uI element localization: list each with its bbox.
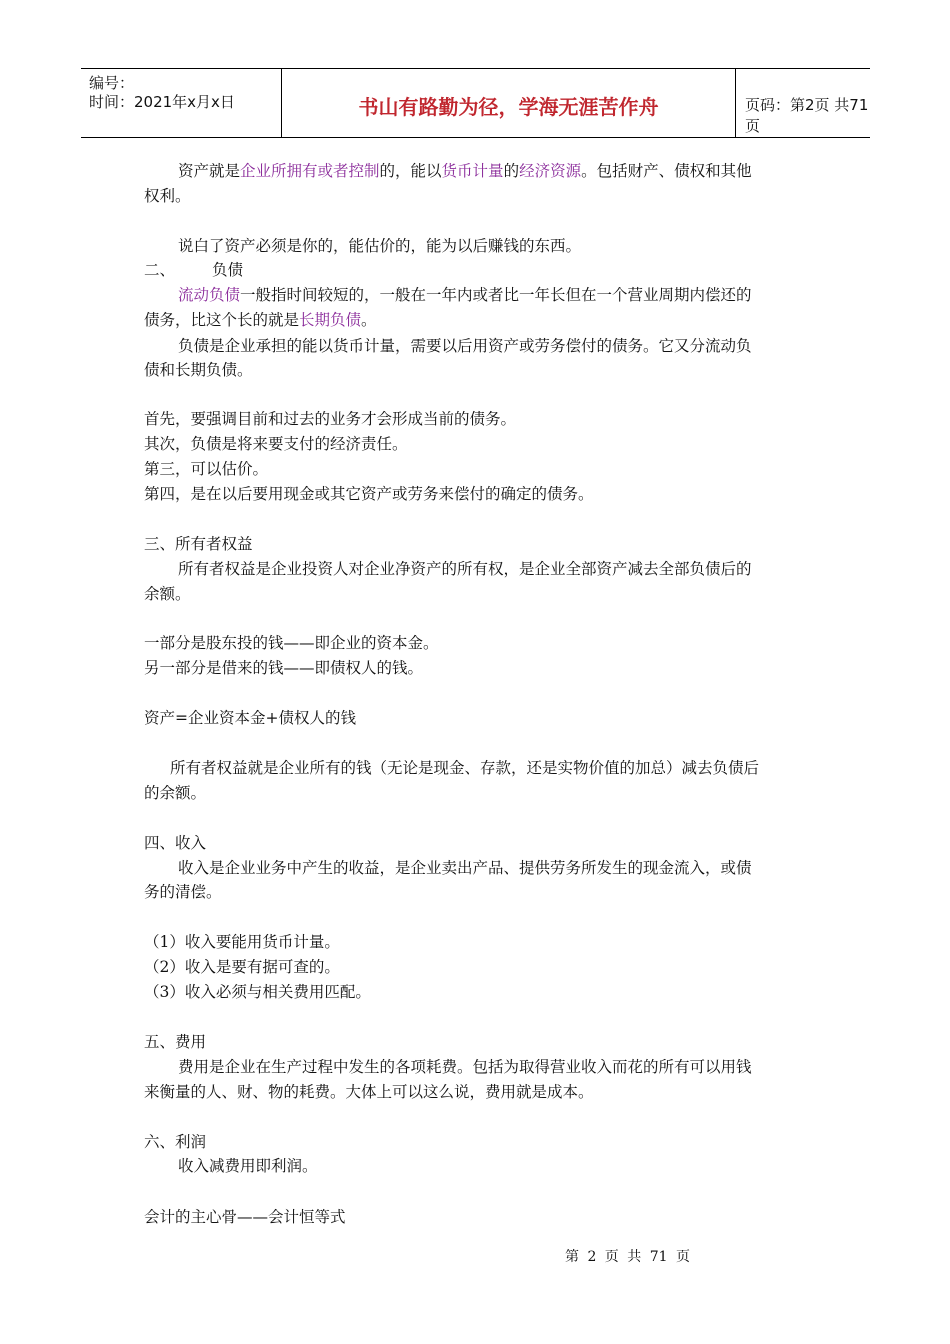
text-span: 的，能以: [379, 162, 442, 180]
motto: 书山有路勤为径，学海无涯苦作舟: [358, 95, 659, 119]
income-point: （2）收入是要有据可查的。: [144, 958, 340, 976]
closing-heading: 会计的主心骨——会计恒等式: [144, 1208, 346, 1226]
liability-point: 首先，要强调目前和过去的业务才会形成当前的债务。: [144, 410, 517, 428]
liability-definition-line-1: [178, 284, 752, 306]
number-label: 编号：: [89, 74, 135, 92]
liability-point: 第四，是在以后要用现金或其它资产或劳务来偿付的确定的债务。: [144, 485, 594, 503]
assets-definition-line-1: [178, 160, 752, 182]
income-point: （1）收入要能用货币计量。: [144, 933, 340, 951]
equity-definition-line-1: 所有者权益是企业投资人对企业净资产的所有权，是企业全部资产减去全部负债后的: [178, 560, 752, 578]
liability-paragraph-line-1: 负债是企业承担的能以货币计量，需要以后用资产或劳务偿付的债务。它又分流动负: [178, 337, 752, 355]
assets-definition-line-2: 权利。: [144, 187, 191, 205]
income-definition-line-2: 务的清偿。: [144, 883, 222, 901]
document-header: [81, 68, 870, 138]
equity-plain-line-2: 的余额。: [144, 784, 207, 802]
equity-plain-line-1: 所有者权益就是企业所有的钱（无论是现金、存款，还是实物价值的加总）减去负债后: [170, 759, 760, 777]
text-span: 一般指时间较短的，一般在一年内或者比一年长但在一个营业周期内偿还的: [240, 286, 752, 304]
text-span: 债务，比这个长的就是: [144, 311, 300, 329]
text-span: 的: [503, 162, 520, 180]
section-2-title: 负债: [212, 261, 244, 279]
header-motto-cell: [281, 69, 736, 137]
highlight-term: 企业所拥有或者控制: [240, 162, 380, 180]
liability-point: 第三，可以估价。: [144, 460, 269, 478]
page-info: 页码：第2页 共71页: [745, 96, 869, 135]
section-6-title: 六、利润: [144, 1133, 207, 1151]
expense-definition-line-2: 来衡量的人、财、物的耗费。大体上可以这么说，费用就是成本。: [144, 1083, 594, 1101]
header-left-cell: [81, 69, 281, 137]
text-span: 。包括财产、债权和其他: [581, 162, 752, 180]
text-span: 资产就是: [178, 162, 241, 180]
expense-definition-line-1: 费用是企业在生产过程中发生的各项耗费。包括为取得营业收入而花的所有可以用钱: [178, 1058, 752, 1076]
liability-definition-line-2: [144, 309, 377, 331]
section-5-title: 五、费用: [144, 1033, 207, 1051]
liability-paragraph-line-2: 债和长期负债。: [144, 361, 253, 379]
highlight-term: 长期负债: [299, 311, 362, 329]
equity-part: 另一部分是借来的钱——即债权人的钱。: [144, 659, 424, 677]
highlight-term: 流动负债: [178, 286, 241, 304]
page-footer: 第 2 页 共 71 页: [565, 1249, 690, 1265]
equity-formula: 资产=企业资本金+债权人的钱: [144, 709, 356, 727]
highlight-term: 货币计量: [441, 162, 504, 180]
liability-point: 其次，负债是将来要支付的经济责任。: [144, 435, 408, 453]
header-right-cell: [735, 69, 870, 137]
profit-definition: 收入减费用即利润。: [178, 1157, 318, 1175]
date-label: 时间：2021年x月x日: [89, 93, 235, 111]
income-definition-line-1: 收入是企业业务中产生的收益，是企业卖出产品、提供劳务所发生的现金流入，或债: [178, 859, 752, 877]
assets-plain-text: 说白了资产必须是你的，能估价的，能为以后赚钱的东西。: [178, 237, 582, 255]
income-point: （3）收入必须与相关费用匹配。: [144, 983, 371, 1001]
equity-part: 一部分是股东投的钱——即企业的资本金。: [144, 634, 439, 652]
section-3-title: 三、所有者权益: [144, 535, 253, 553]
section-2-number: 二、: [144, 261, 176, 279]
section-4-title: 四、收入: [144, 834, 207, 852]
text-span: 。: [361, 311, 377, 329]
equity-definition-line-2: 余额。: [144, 585, 191, 603]
highlight-term: 经济资源: [519, 162, 582, 180]
